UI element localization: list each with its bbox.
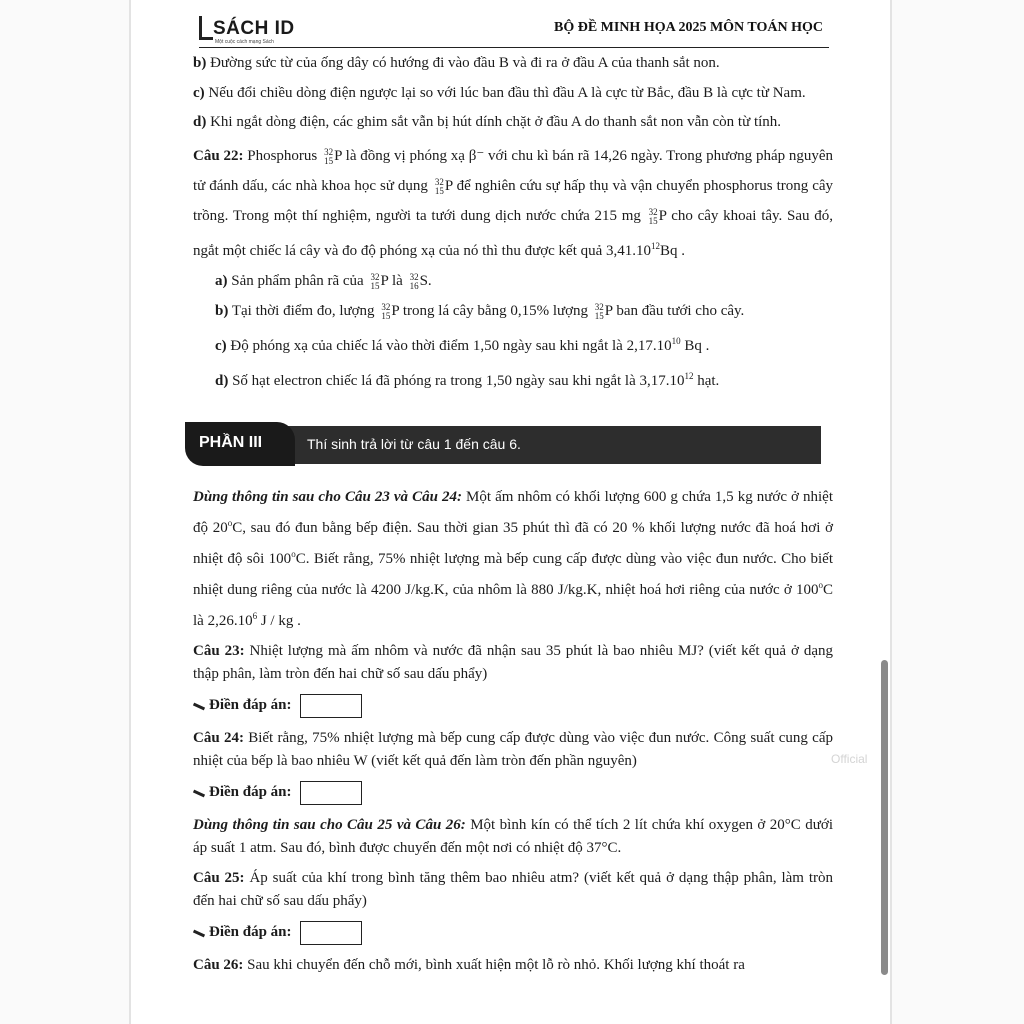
item-d: d) Khi ngắt dòng điện, các ghim sắt vẫn bị hút dính chặt ở đầu A do thanh sắt non vẫn còn từ tính. [193,114,782,130]
viewer-frame-left [0,0,131,1024]
question-22-option-b: b) Tại thời điểm đo, lượng 32 15 P trong lá cây bằng 0,15% lượng 32 15 P ban đầu tưới cho cây. [215,301,745,321]
page-content [193,52,833,977]
question-23: Câu 23: Nhiệt lượng mà ấm nhôm và nước đã nhận sau 35 phút là bao nhiêu MJ? (viết kết quả ở dạng thập phân, làm tròn đến hai chữ số sau dấu phẩy) [193,642,834,682]
question-22: Câu 22: Phosphorus 32 15 P là đồng vị phóng xạ β⁻ với chu kì bán rã 14,26 ngày. Trong phương pháp nguyên tử đánh dấu, các nhà khoa học sử dụng 32 15 P để nghiên cứu sự hấp thụ và vận chuyển phosphorus trong cây trồng. Trong một thí nghiệm, người ta tưới dung dịch nước chứa 215 mg 32 15 P cho cây khoai tây. Sau đó, ngắt một chiếc lá cây và đo độ phóng xạ của nó thì thu được kết quả 3,41.10$^{12}$Bq . [193,146,834,259]
page-header: SÁCH ID Một cuộc cách mạng Sách BỘ ĐỀ MINH HỌA 2025 MÔN TOÁN HỌC [199,14,829,48]
scrollbar[interactable] [881,660,888,975]
pencil-icon [193,789,205,797]
question-24: Câu 24: Biết rằng, 75% nhiệt lượng mà bếp cung cấp được dùng vào việc đun nước. Công suất cung cấp nhiệt của bếp là bao nhiêu W (viết kết quả đến làm tròn đến phần nguyên) [193,729,834,769]
answer-23: Điền đáp án: [193,691,833,721]
pencil-icon [193,929,205,937]
question-22-option-d: d) Số hạt electron chiếc lá đã phóng ra trong 1,50 ngày sau khi ngắt là 3,17.10$^{12}$ hạt. [215,370,720,389]
document-page [131,0,888,1024]
info-23-24: Dùng thông tin sau cho Câu 23 và Câu 24: Một ấm nhôm có khối lượng 600 g chứa 1,5 kg nước ở nhiệt độ 20$^o$C, sau đó đun bằng bếp điện. Sau thời gian 35 phút thì đã có 20 % khối lượng nước đã hoá hơi ở nhiệt độ sôi 100$^o$C. Biết rằng, 75% nhiệt lượng mà bếp cung cấp được dùng vào việc đun nước. Cho biết nhiệt dung riêng của nước là 4200 J/kg.K, của nhôm là 880 J/kg.K, nhiệt hoá hơi riêng của nước ở 100$^o$C là 2,26.10$^6$ J / kg . [193,488,834,629]
answer-24: Điền đáp án: [193,778,833,808]
viewer-frame-right [890,0,1024,1024]
pencil-icon [193,702,205,710]
section-tab: PHẦN III [185,422,295,466]
question-22-option-a: a) Sản phẩm phân rã của 32 15 P là 32 16 S. [215,271,432,291]
section-description: Thí sinh trả lời từ câu 1 đến câu 6. [307,435,521,452]
answer-25: Điền đáp án: [193,918,833,948]
item-b: b) Đường sức từ của ống dây có hướng đi vào đầu B và đi ra ở đầu A của thanh sắt non. [193,55,720,71]
question-25: Câu 25: Áp suất của khí trong bình tăng thêm bao nhiêu atm? (viết kết quả ở dạng thập phân, làm tròn đến hai chữ số sau dấu phẩy) [193,869,833,909]
question-22-option-c: c) Độ phóng xạ của chiếc lá vào thời điểm 1,50 ngày sau khi ngắt là 2,17.10$^{10}$ Bq . [215,335,710,354]
answer-input-24[interactable] [300,781,362,805]
section-header-part-3 [185,422,825,472]
question-26: Câu 26: Sau khi chuyển đến chỗ mới, bình xuất hiện một lỗ rò nhỏ. Khối lượng khí thoát ra [193,956,745,973]
answer-input-23[interactable] [300,694,362,718]
header-title: BỘ ĐỀ MINH HỌA 2025 MÔN TOÁN HỌC [553,20,823,35]
item-c: c) Nếu đổi chiều dòng điện ngược lại so với lúc ban đầu thì đầu A là cực từ Bắc, đầu B là cực từ Nam. [193,84,806,101]
watermark: Official [831,752,868,766]
info-25-26: Dùng thông tin sau cho Câu 25 và Câu 26: Một bình kín có thể tích 2 lít chứa khí oxygen ở 20°C dưới áp suất 1 atm. Sau đó, bình được chuyển đến một nơi có nhiệt độ 37°C. [193,816,833,856]
book-icon [199,16,213,40]
answer-input-25[interactable] [300,921,362,945]
